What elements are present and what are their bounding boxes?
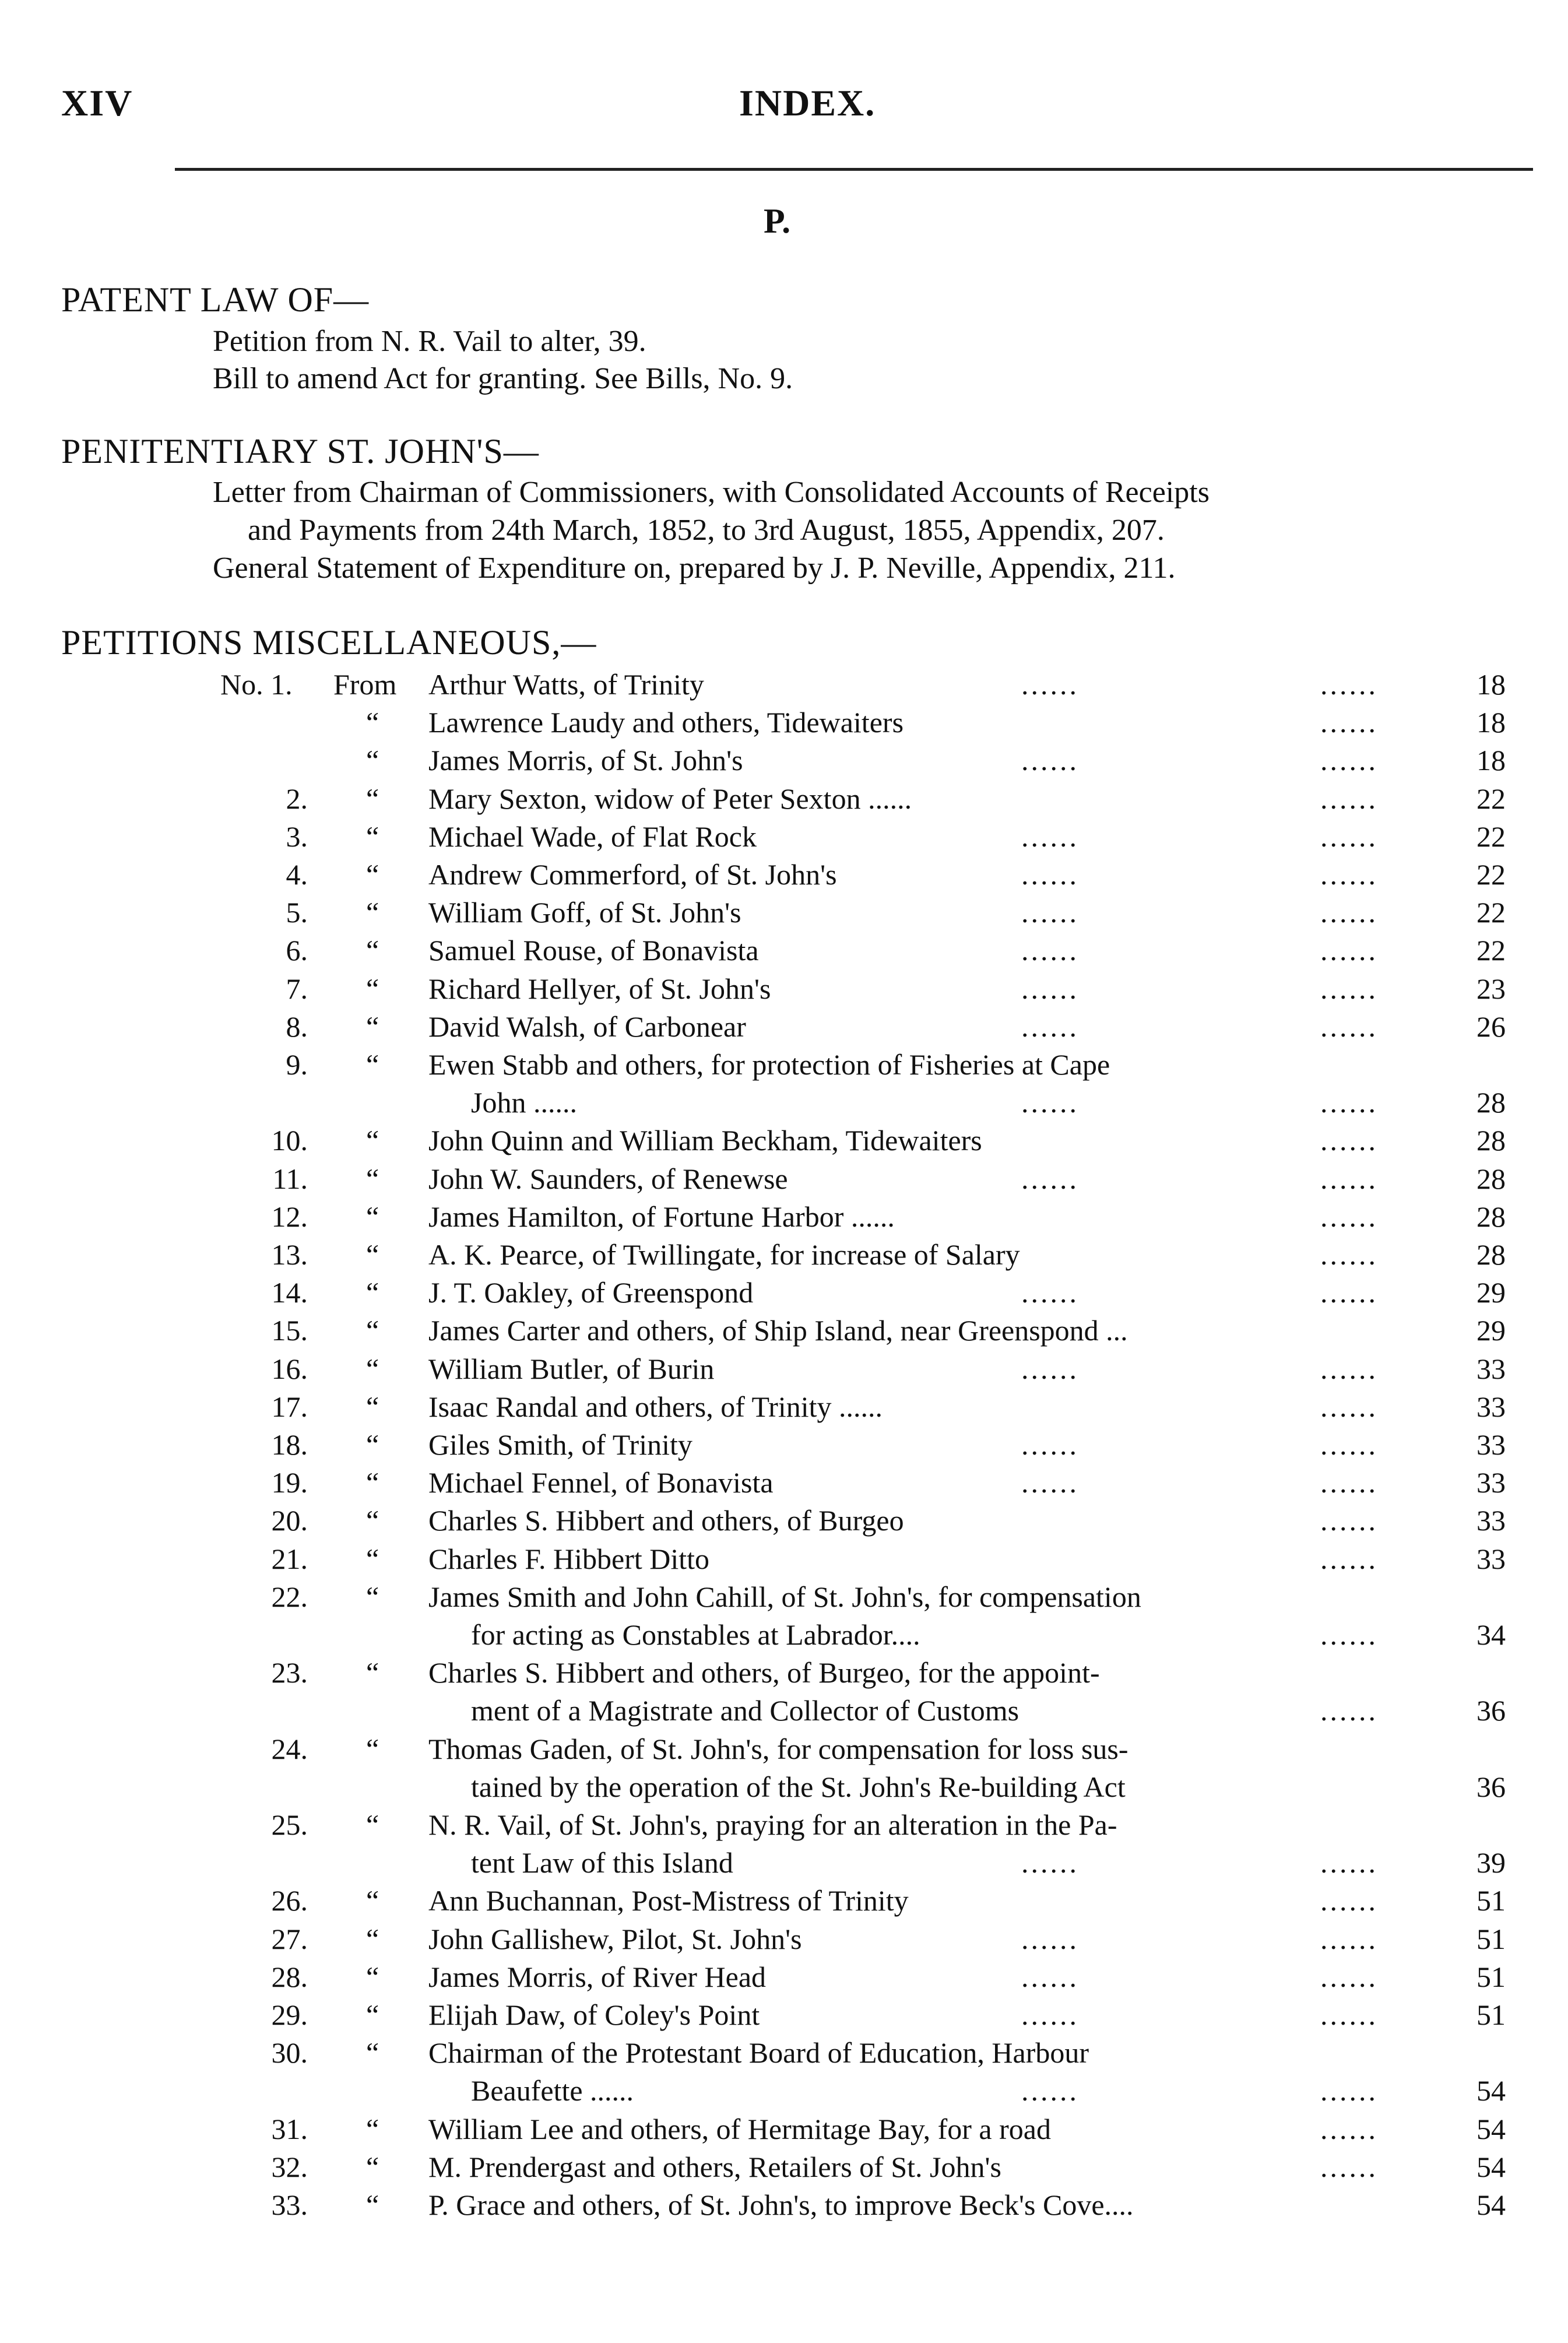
ditto-mark: “ <box>366 1353 379 1385</box>
page-reference: 33 <box>1476 1504 1506 1537</box>
petition-text: Charles F. Hibbert Ditto <box>428 1543 710 1575</box>
penitentiary-line: and Payments from 24th March, 1852, to 3rd August, 1855, Appendix, 207. <box>248 514 1165 547</box>
ditto-mark: “ <box>366 1884 379 1917</box>
ditto-mark: “ <box>366 1923 379 1955</box>
petition-number: 11. <box>272 1162 308 1195</box>
dot-leader: ...... <box>1320 1162 1378 1195</box>
petition-number: 28. <box>271 1961 308 1993</box>
ditto-mark: “ <box>366 2189 379 2221</box>
petition-number: 9. <box>286 1048 308 1081</box>
petition-text: James Hamilton, of Fortune Harbor ...... <box>428 1200 895 1233</box>
page-reference: 51 <box>1476 1961 1506 1993</box>
petition-number: 25. <box>271 1808 308 1841</box>
page-reference: 54 <box>1476 2151 1506 2183</box>
dot-leader: ...... <box>1021 744 1079 777</box>
page-reference: 29 <box>1476 1276 1506 1309</box>
dot-leader: ...... <box>1021 668 1079 701</box>
petition-text: Richard Hellyer, of St. John's <box>428 972 771 1005</box>
dot-leader: ...... <box>1320 858 1378 891</box>
page-reference: 36 <box>1476 1694 1506 1727</box>
ditto-mark: “ <box>366 820 379 853</box>
petition-text: Charles S. Hibbert and others, of Burgeo, for the appoint- <box>428 1656 1100 1689</box>
petition-text: Isaac Randal and others, of Trinity ...... <box>428 1390 883 1423</box>
dot-leader: ...... <box>1021 1010 1079 1043</box>
dot-leader: ...... <box>1021 858 1079 891</box>
petition-number: 33. <box>271 2189 308 2221</box>
page-reference: 51 <box>1476 1998 1506 2031</box>
page-reference: 33 <box>1476 1543 1506 1575</box>
patent-law-line: Bill to amend Act for granting. See Bills, No. 9. <box>213 362 793 395</box>
section-letter: P. <box>764 202 791 240</box>
petition-text: Samuel Rouse, of Bonavista <box>428 934 759 967</box>
dot-leader: ...... <box>1320 1010 1378 1043</box>
petition-text: David Walsh, of Carbonear <box>428 1010 746 1043</box>
petition-text: N. R. Vail, of St. John's, praying for an alteration in the Pa- <box>428 1808 1117 1841</box>
ditto-mark: “ <box>366 1504 379 1537</box>
ditto-mark: “ <box>366 1314 379 1347</box>
ditto-mark: “ <box>366 1428 379 1461</box>
ditto-mark: “ <box>366 706 379 739</box>
ditto-mark: “ <box>366 744 379 777</box>
petition-number: 13. <box>271 1238 308 1271</box>
dot-leader: ...... <box>1320 744 1378 777</box>
petition-number: 3. <box>286 820 308 853</box>
ditto-mark: “ <box>366 1808 379 1841</box>
petition-text: James Morris, of St. John's <box>428 744 743 777</box>
petition-number: 31. <box>271 2113 308 2145</box>
petition-text: John ...... <box>471 1086 577 1119</box>
petition-text: John Gallishew, Pilot, St. John's <box>428 1923 802 1955</box>
penitentiary-line: Letter from Chairman of Commissioners, with Consolidated Accounts of Receipts <box>213 476 1210 509</box>
petition-text: ment of a Magistrate and Collector of Customs <box>471 1694 1019 1727</box>
ditto-mark: “ <box>366 2151 379 2183</box>
dot-leader: ...... <box>1320 1543 1378 1575</box>
petition-text: Lawrence Laudy and others, Tidewaiters <box>428 706 904 739</box>
petition-number: 26. <box>271 1884 308 1917</box>
ditto-mark: “ <box>366 782 379 815</box>
dot-leader: ...... <box>1021 1846 1079 1879</box>
petition-number: 14. <box>271 1276 308 1309</box>
dot-leader: ...... <box>1021 896 1079 929</box>
dot-leader: ...... <box>1021 1162 1079 1195</box>
dot-leader: ...... <box>1021 1086 1079 1119</box>
petition-text: Michael Fennel, of Bonavista <box>428 1466 774 1499</box>
ditto-mark: “ <box>366 1466 379 1499</box>
page-reference: 54 <box>1476 2074 1506 2107</box>
ditto-mark: “ <box>366 2113 379 2145</box>
page-reference: 28 <box>1476 1124 1506 1157</box>
header-rule <box>175 168 1533 171</box>
dot-leader: ...... <box>1320 1998 1378 2031</box>
dot-leader: ...... <box>1320 782 1378 815</box>
ditto-mark: “ <box>366 1048 379 1081</box>
petition-number: 27. <box>271 1923 308 1955</box>
petition-number: 24. <box>271 1733 308 1765</box>
petition-text: Thomas Gaden, of St. John's, for compensation for loss sus- <box>428 1733 1128 1765</box>
petition-number: 16. <box>271 1353 308 1385</box>
petition-number: 10. <box>271 1124 308 1157</box>
page-reference: 33 <box>1476 1428 1506 1461</box>
petition-number: 20. <box>271 1504 308 1537</box>
dot-leader: ...... <box>1021 972 1079 1005</box>
petition-text: James Morris, of River Head <box>428 1961 767 1993</box>
petition-text: Arthur Watts, of Trinity <box>428 668 704 701</box>
ditto-mark: “ <box>366 1200 379 1233</box>
dot-leader: ...... <box>1320 2151 1378 2183</box>
dot-leader: ...... <box>1320 1466 1378 1499</box>
page-reference: 51 <box>1476 1884 1506 1917</box>
dot-leader: ...... <box>1320 706 1378 739</box>
ditto-mark: “ <box>366 1276 379 1309</box>
page-reference: 22 <box>1476 934 1506 967</box>
page-reference: 18 <box>1476 744 1506 777</box>
petitions-heading: PETITIONS MISCELLANEOUS,— <box>61 623 597 662</box>
dot-leader: ...... <box>1320 1923 1378 1955</box>
petition-number: No. 1. <box>220 668 293 701</box>
page-reference: 22 <box>1476 896 1506 929</box>
petition-text: Ann Buchannan, Post-Mistress of Trinity <box>428 1884 909 1917</box>
ditto-mark: “ <box>366 1733 379 1765</box>
dot-leader: ...... <box>1320 1238 1378 1271</box>
page-reference: 18 <box>1476 668 1506 701</box>
ditto-mark: “ <box>366 1124 379 1157</box>
page-reference: 28 <box>1476 1162 1506 1195</box>
page-reference: 29 <box>1476 1314 1506 1347</box>
petition-number: 15. <box>271 1314 308 1347</box>
page-reference: 22 <box>1476 782 1506 815</box>
petition-number: 23. <box>271 1656 308 1689</box>
dot-leader: ...... <box>1320 2113 1378 2145</box>
page-reference: 28 <box>1476 1086 1506 1119</box>
petition-text: J. T. Oakley, of Greenspond <box>428 1276 754 1309</box>
petition-number: 30. <box>271 2036 308 2069</box>
dot-leader: ...... <box>1320 668 1378 701</box>
page-reference: 54 <box>1476 2113 1506 2145</box>
dot-leader: ...... <box>1021 1961 1079 1993</box>
dot-leader: ...... <box>1320 1961 1378 1993</box>
patent-law-heading: PATENT LAW OF— <box>61 280 370 319</box>
petition-text: Giles Smith, of Trinity <box>428 1428 692 1461</box>
dot-leader: ...... <box>1320 2074 1378 2107</box>
page-reference: 18 <box>1476 706 1506 739</box>
page-title: INDEX. <box>739 82 876 124</box>
dot-leader: ...... <box>1320 1884 1378 1917</box>
petition-text: P. Grace and others, of St. John's, to improve Beck's Cove.... <box>428 2189 1134 2221</box>
petition-text: William Butler, of Burin <box>428 1353 715 1385</box>
petition-number: 2. <box>286 782 308 815</box>
ditto-mark: “ <box>366 972 379 1005</box>
petition-text: for acting as Constables at Labrador.... <box>471 1618 920 1651</box>
ditto-mark: “ <box>366 1543 379 1575</box>
petition-number: 4. <box>286 858 308 891</box>
petition-number: 5. <box>286 896 308 929</box>
petition-number: 8. <box>286 1010 308 1043</box>
page-reference: 22 <box>1476 820 1506 853</box>
petition-text: John W. Saunders, of Renewse <box>428 1162 788 1195</box>
petition-number: 17. <box>271 1390 308 1423</box>
petition-number: 29. <box>271 1998 308 2031</box>
dot-leader: ...... <box>1021 1466 1079 1499</box>
page-reference: 28 <box>1476 1238 1506 1271</box>
page-reference: 33 <box>1476 1466 1506 1499</box>
petition-text: tained by the operation of the St. John's Re-building Act <box>471 1771 1126 1803</box>
petition-text: Michael Wade, of Flat Rock <box>428 820 757 853</box>
page-reference: 51 <box>1476 1923 1506 1955</box>
petition-text: Mary Sexton, widow of Peter Sexton ...... <box>428 782 912 815</box>
petition-number: 12. <box>271 1200 308 1233</box>
page-reference: 33 <box>1476 1390 1506 1423</box>
dot-leader: ...... <box>1320 1200 1378 1233</box>
dot-leader: ...... <box>1320 1086 1378 1119</box>
dot-leader: ...... <box>1320 972 1378 1005</box>
petition-number: 22. <box>271 1580 308 1613</box>
petition-number: 21. <box>271 1543 308 1575</box>
petition-text: Beaufette ...... <box>471 2074 634 2107</box>
dot-leader: ...... <box>1320 1428 1378 1461</box>
petition-number: 6. <box>286 934 308 967</box>
page-reference: 28 <box>1476 1200 1506 1233</box>
ditto-mark: “ <box>366 1961 379 1993</box>
page-reference: 39 <box>1476 1846 1506 1879</box>
petition-text: A. K. Pearce, of Twillingate, for increase of Salary <box>428 1238 1020 1271</box>
ditto-mark: “ <box>366 1998 379 2031</box>
petition-text: Elijah Daw, of Coley's Point <box>428 1998 760 2031</box>
ditto-mark: “ <box>366 1238 379 1271</box>
petition-text: M. Prendergast and others, Retailers of St. John's <box>428 2151 1001 2183</box>
dot-leader: ...... <box>1021 1276 1079 1309</box>
dot-leader: ...... <box>1021 2074 1079 2107</box>
dot-leader: ...... <box>1320 820 1378 853</box>
page-reference: 33 <box>1476 1353 1506 1385</box>
dot-leader: ...... <box>1320 1276 1378 1309</box>
dot-leader: ...... <box>1021 1428 1079 1461</box>
dot-leader: ...... <box>1320 1124 1378 1157</box>
petition-text: Chairman of the Protestant Board of Education, Harbour <box>428 2036 1089 2069</box>
dot-leader: ...... <box>1021 1353 1079 1385</box>
ditto-mark: “ <box>366 1162 379 1195</box>
dot-leader: ...... <box>1320 1846 1378 1879</box>
dot-leader: ...... <box>1320 1390 1378 1423</box>
petition-number: 7. <box>286 972 308 1005</box>
dot-leader: ...... <box>1320 1504 1378 1537</box>
page-reference: 34 <box>1476 1618 1506 1651</box>
petition-text: William Goff, of St. John's <box>428 896 741 929</box>
page-reference: 23 <box>1476 972 1506 1005</box>
petition-text: Ewen Stabb and others, for protection of Fisheries at Cape <box>428 1048 1110 1081</box>
ditto-mark: “ <box>366 896 379 929</box>
dot-leader: ...... <box>1021 1923 1079 1955</box>
page-numeral: XIV <box>61 82 133 124</box>
petition-number: 32. <box>271 2151 308 2183</box>
dot-leader: ...... <box>1320 934 1378 967</box>
penitentiary-heading: PENITENTIARY ST. JOHN'S— <box>61 432 539 470</box>
petition-text: Andrew Commerford, of St. John's <box>428 858 837 891</box>
ditto-mark: “ <box>366 2036 379 2069</box>
dot-leader: ...... <box>1320 1618 1378 1651</box>
page-reference: 22 <box>1476 858 1506 891</box>
petition-text: James Smith and John Cahill, of St. John's, for compensation <box>428 1580 1141 1613</box>
dot-leader: ...... <box>1021 820 1079 853</box>
patent-law-line: Petition from N. R. Vail to alter, 39. <box>213 325 646 358</box>
ditto-mark: “ <box>366 1390 379 1423</box>
penitentiary-line: General Statement of Expenditure on, prepared by J. P. Neville, Appendix, 211. <box>213 551 1176 585</box>
petition-text: James Carter and others, of Ship Island, near Greenspond ... <box>428 1314 1128 1347</box>
page-reference: 36 <box>1476 1771 1506 1803</box>
dot-leader: ...... <box>1320 1353 1378 1385</box>
petition-text: John Quinn and William Beckham, Tidewaiters <box>428 1124 982 1157</box>
petition-number: 18. <box>271 1428 308 1461</box>
petition-text: Charles S. Hibbert and others, of Burgeo <box>428 1504 904 1537</box>
page-reference: 54 <box>1476 2189 1506 2221</box>
petition-from: From <box>333 668 397 701</box>
page-reference: 26 <box>1476 1010 1506 1043</box>
petition-text: tent Law of this Island <box>471 1846 733 1879</box>
ditto-mark: “ <box>366 1656 379 1689</box>
dot-leader: ...... <box>1021 1998 1079 2031</box>
petition-text: William Lee and others, of Hermitage Bay, for a road <box>428 2113 1051 2145</box>
dot-leader: ...... <box>1320 1694 1378 1727</box>
petition-number: 19. <box>271 1466 308 1499</box>
ditto-mark: “ <box>366 934 379 967</box>
ditto-mark: “ <box>366 858 379 891</box>
ditto-mark: “ <box>366 1580 379 1613</box>
ditto-mark: “ <box>366 1010 379 1043</box>
dot-leader: ...... <box>1320 896 1378 929</box>
dot-leader: ...... <box>1021 934 1079 967</box>
